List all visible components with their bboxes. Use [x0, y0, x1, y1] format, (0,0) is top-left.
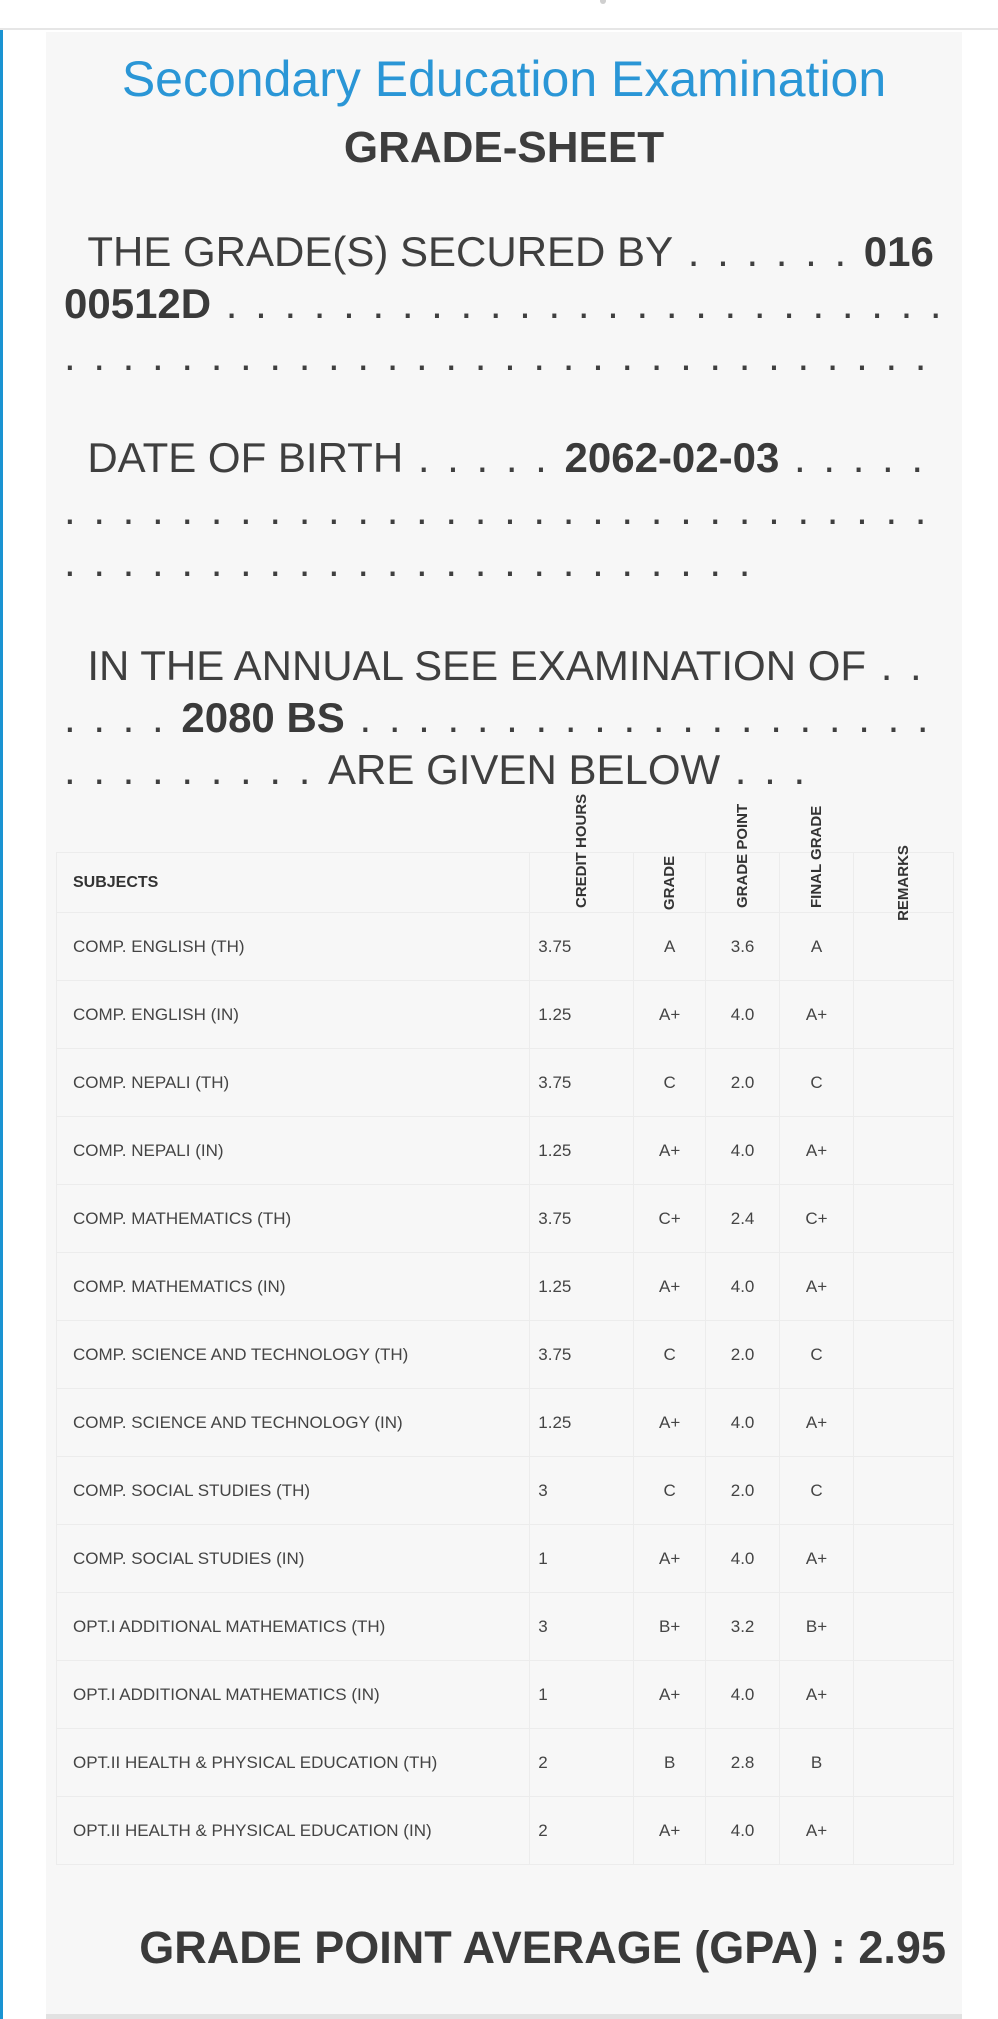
dob-paragraph: DATE OF BIRTH . . . . . 2062-02-03 . . . . . . . . . . . . . . . . . . . . . . . . . . . . . . . . . . . . . . . . . . . . . . . . . . . . . . . . . . .: [64, 434, 930, 585]
subject-cell: OPT.II HEALTH & PHYSICAL EDUCATION (TH): [57, 1729, 530, 1797]
sheet-title: GRADE-SHEET: [343, 123, 665, 172]
top-notch: [600, 0, 606, 4]
grade-cell: A+: [634, 1797, 706, 1865]
credit-hours-cell: 3.75: [530, 1049, 634, 1117]
credit-hours-cell: 1.25: [530, 1253, 634, 1321]
table-row: [57, 1457, 954, 1525]
remarks-cell: [853, 913, 953, 981]
secured-by-paragraph: THE GRADE(S) SECURED BY . . . . . . 01600512D . . . . . . . . . . . . . . . . . . . . . . . . . . . . . . . . . . . . . . . . . . . . . . . . . . . . . . .: [64, 228, 945, 379]
grade-point-cell: 4.0: [706, 1525, 780, 1593]
secured-by-label: THE GRADE(S) SECURED BY: [87, 228, 674, 275]
final-grade-cell: A+: [780, 1797, 854, 1865]
credit-hours-cell: 3.75: [530, 913, 634, 981]
subject-cell: COMP. SCIENCE AND TECHNOLOGY (TH): [57, 1321, 530, 1389]
bottom-divider: [46, 2014, 962, 2019]
header-final-grade: FINAL GRADE: [780, 853, 854, 913]
subject-cell: COMP. MATHEMATICS (IN): [57, 1253, 530, 1321]
remarks-cell: [853, 1661, 953, 1729]
table-row: [57, 1117, 954, 1185]
table-row: [57, 913, 954, 981]
grade-cell: A+: [634, 1389, 706, 1457]
subject-cell: COMP. MATHEMATICS (TH): [57, 1185, 530, 1253]
grade-point-cell: 2.0: [706, 1321, 780, 1389]
credit-hours-cell: 1.25: [530, 1117, 634, 1185]
grade-point-cell: 3.6: [706, 913, 780, 981]
remarks-cell: [853, 1525, 953, 1593]
symbol-number: 01600512D: [64, 228, 934, 327]
exam-year: 2080 BS: [181, 694, 345, 741]
grade-point-cell: 4.0: [706, 1117, 780, 1185]
remarks-cell: [853, 1389, 953, 1457]
final-grade-cell: B: [780, 1729, 854, 1797]
subject-cell: COMP. SOCIAL STUDIES (TH): [57, 1457, 530, 1525]
final-grade-cell: A+: [780, 1525, 854, 1593]
grade-point-cell: 4.0: [706, 1253, 780, 1321]
table-row: [57, 1321, 954, 1389]
grade-point-cell: 4.0: [706, 981, 780, 1049]
grade-point-cell: 2.4: [706, 1185, 780, 1253]
table-row: [57, 1593, 954, 1661]
dob-value: 2062-02-03: [564, 434, 780, 481]
final-grade-cell: C+: [780, 1185, 854, 1253]
gpa-label: GRADE POINT AVERAGE (GPA) :: [139, 1922, 846, 1973]
table-row: [57, 981, 954, 1049]
remarks-cell: [853, 1117, 953, 1185]
remarks-cell: [853, 1321, 953, 1389]
subject-cell: COMP. NEPALI (IN): [57, 1117, 530, 1185]
subject-cell: COMP. ENGLISH (TH): [57, 913, 530, 981]
final-grade-cell: C: [780, 1049, 854, 1117]
credit-hours-cell: 1.25: [530, 1389, 634, 1457]
grades-table: [56, 803, 954, 1865]
grade-cell: C: [634, 1321, 706, 1389]
grade-cell: A+: [634, 1525, 706, 1593]
grade-cell: A+: [634, 1253, 706, 1321]
final-grade-cell: B+: [780, 1593, 854, 1661]
table-row: [57, 1049, 954, 1117]
credit-hours-cell: 3.75: [530, 1321, 634, 1389]
grade-cell: B: [634, 1729, 706, 1797]
grade-cell: C+: [634, 1185, 706, 1253]
table-row: [57, 1185, 954, 1253]
credit-hours-cell: 1: [530, 1661, 634, 1729]
table-row: [57, 1729, 954, 1797]
credit-hours-cell: 3.75: [530, 1185, 634, 1253]
table-header-row: [57, 853, 954, 913]
final-grade-cell: A+: [780, 981, 854, 1049]
final-grade-cell: C: [780, 1321, 854, 1389]
header-subjects: SUBJECTS: [57, 853, 530, 913]
credit-hours-cell: 1.25: [530, 981, 634, 1049]
subject-cell: OPT.I ADDITIONAL MATHEMATICS (TH): [57, 1593, 530, 1661]
subject-cell: COMP. ENGLISH (IN): [57, 981, 530, 1049]
top-bar: [0, 0, 998, 30]
grade-cell: A: [634, 913, 706, 981]
table-row: [57, 1253, 954, 1321]
subject-cell: COMP. SOCIAL STUDIES (IN): [57, 1525, 530, 1593]
right-margin: [962, 32, 998, 2019]
grade-cell: A+: [634, 1661, 706, 1729]
credit-hours-cell: 3: [530, 1593, 634, 1661]
gpa-value: 2.95: [858, 1922, 946, 1973]
subject-cell: COMP. NEPALI (TH): [57, 1049, 530, 1117]
header-credit-hours: [530, 853, 634, 913]
given-below-text: ARE GIVEN BELOW: [328, 746, 721, 793]
credit-hours-cell: 2: [530, 1797, 634, 1865]
grade-point-cell: 4.0: [706, 1389, 780, 1457]
final-grade-cell: A+: [780, 1117, 854, 1185]
header-grade: GRADE: [634, 853, 706, 913]
table-row: [57, 1797, 954, 1865]
remarks-cell: [853, 1049, 953, 1117]
grade-point-cell: 2.0: [706, 1049, 780, 1117]
grade-point-cell: 4.0: [706, 1661, 780, 1729]
grade-cell: C: [634, 1049, 706, 1117]
left-accent-line: [0, 30, 3, 2019]
table-row: [57, 1389, 954, 1457]
remarks-cell: [853, 1185, 953, 1253]
credit-hours-cell: 2: [530, 1729, 634, 1797]
grade-point-cell: 2.0: [706, 1457, 780, 1525]
credit-hours-cell: 3: [530, 1457, 634, 1525]
remarks-cell: [853, 1253, 953, 1321]
remarks-cell: [853, 1797, 953, 1865]
remarks-cell: [853, 981, 953, 1049]
grade-point-cell: 4.0: [706, 1797, 780, 1865]
subject-cell: COMP. SCIENCE AND TECHNOLOGY (IN): [57, 1389, 530, 1457]
header-grade-point: GRADE POINT: [706, 853, 780, 913]
table-row: [57, 1661, 954, 1729]
final-grade-cell: A+: [780, 1661, 854, 1729]
final-grade-cell: C: [780, 1457, 854, 1525]
subject-cell: OPT.I ADDITIONAL MATHEMATICS (IN): [57, 1661, 530, 1729]
grade-cell: B+: [634, 1593, 706, 1661]
dob-label: DATE OF BIRTH: [87, 434, 404, 481]
grade-point-cell: 3.2: [706, 1593, 780, 1661]
remarks-cell: [853, 1593, 953, 1661]
grade-point-cell: 2.8: [706, 1729, 780, 1797]
grade-cell: A+: [634, 981, 706, 1049]
table-row: [57, 1525, 954, 1593]
remarks-cell: [853, 1457, 953, 1525]
credit-hours-cell: 1: [530, 1525, 634, 1593]
final-grade-cell: A+: [780, 1389, 854, 1457]
final-grade-cell: A+: [780, 1253, 854, 1321]
final-grade-cell: A: [780, 913, 854, 981]
exam-label: IN THE ANNUAL SEE EXAMINATION OF: [87, 642, 867, 689]
remarks-cell: [853, 1729, 953, 1797]
exam-paragraph: IN THE ANNUAL SEE EXAMINATION OF . . . . . . 2080 BS . . . . . . . . . . . . . . . . . . . . . . . . . . . . . ARE GIVEN BELOW . . .: [64, 642, 932, 793]
gpa-summary: [46, 1922, 946, 1974]
exam-title: Secondary Education Examination: [121, 51, 887, 107]
grade-cell: A+: [634, 1117, 706, 1185]
header-remarks: REMARKS: [853, 853, 953, 913]
subject-cell: OPT.II HEALTH & PHYSICAL EDUCATION (IN): [57, 1797, 530, 1865]
grade-cell: C: [634, 1457, 706, 1525]
